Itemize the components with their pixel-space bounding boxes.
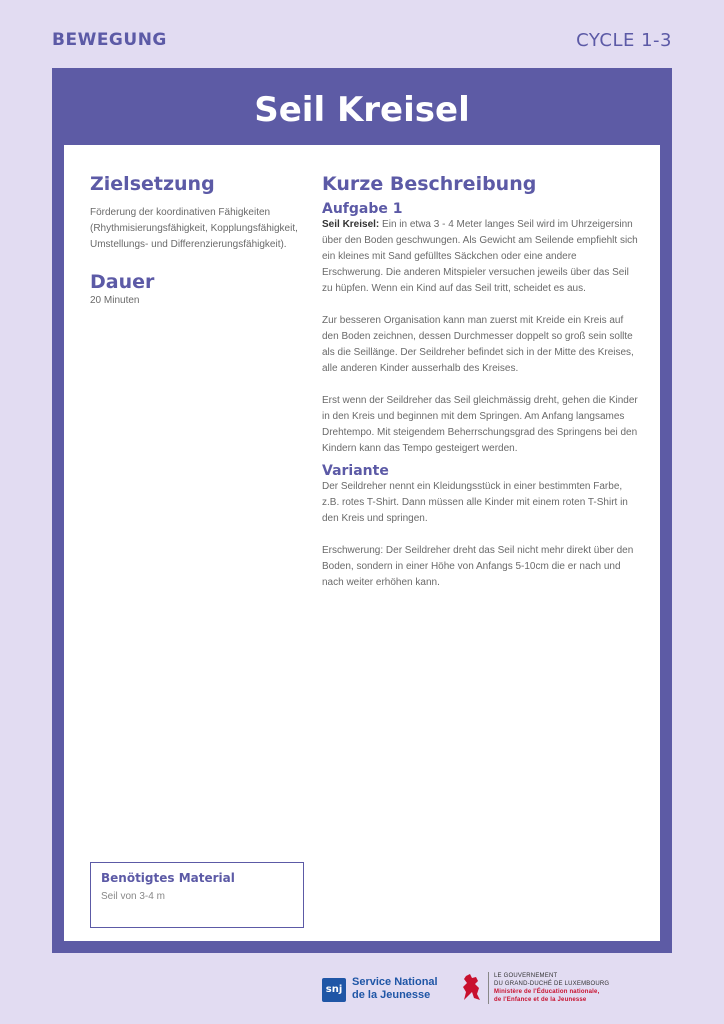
variant-heading: Variante (322, 463, 389, 479)
gov-line-2: DU GRAND-DUCHÉ DE LUXEMBOURG (494, 981, 610, 987)
variant-paragraph-1: Der Seildreher nennt ein Kleidungsstück in einer bestimmten Farbe, z.B. rotes T-Shirt. Dann müssen alle Kinder mit einem roten T-Shirt in den Kreis und springen. (322, 481, 628, 524)
task-paragraph-2: Zur besseren Organisation kann man zuerst mit Kreide ein Kreis auf den Boden zeichnen, dessen Durchmesser doppelt so groß sein sollte als die Seillänge. Der Seildreher befindet sich in der Mitte des Kreises, alle anderen Kinder ausserhalb des Kreises. (322, 315, 634, 374)
snj-name-line2: de la Jeunesse (352, 989, 431, 1001)
task-lead: Seil Kreisel: (322, 219, 380, 230)
duration-value: 20 Minuten (90, 295, 140, 306)
goal-text: Förderung der koordinativen Fähigkeiten (Rhythmisierungsfähigkeit, Kopplungsfähigkeit, Umstellungs- und Differenzierungsfähigkeit). (90, 207, 298, 250)
duration-heading: Dauer (90, 271, 155, 293)
gov-line-1: LE GOUVERNEMENT (494, 973, 558, 979)
left-column (90, 173, 300, 309)
government-text (494, 972, 609, 1004)
task-paragraph-3: Erst wenn der Seildreher das Seil gleichmässig dreht, gehen die Kinder in den Kreis und beginnen mit dem Springen. Am Anfang langsames Drehtempo. Mit steigendem Beherrschungsgrad des Springens bei den Kindern kann das Tempo gesteigert werden. (322, 395, 638, 454)
snj-logo-block (322, 976, 452, 1008)
category-label: BEWEGUNG (52, 30, 167, 50)
content-panel (64, 145, 660, 941)
cycle-label: CYCLE 1-3 (576, 30, 672, 51)
footer (322, 970, 682, 1010)
goal-heading: Zielsetzung (90, 173, 215, 195)
right-column (322, 173, 640, 591)
activity-card (52, 68, 672, 953)
task-text: Ein in etwa 3 - 4 Meter langes Seil wird im Uhrzeigersinn über den Boden geschwungen. Als Gewicht am Seilende empfiehlt sich ein kleines mit Sand gefülltes Säckchen oder eine andere Erschwerung. Die anderen Mitspieler versuchen jeweils über das Seil zu hüpfen. Wenn ein Kind auf das Seil tritt, scheidet es aus. (322, 219, 638, 294)
material-box (90, 862, 304, 928)
snj-name (352, 976, 438, 1002)
task-heading: Aufgabe 1 (322, 201, 403, 217)
snj-logo-icon: snj (322, 978, 346, 1002)
material-heading: Benötigtes Material (101, 871, 235, 885)
variant-paragraph-2: Erschwerung: Der Seildreher dreht das Seil nicht mehr direkt über den Boden, sondern in einer Höhe von Anfangs 5-10cm die er nach und nach weiter erhöhen kann. (322, 545, 634, 588)
footer-divider (488, 972, 489, 1004)
lion-emblem-icon (460, 972, 484, 1002)
gov-line-3: Ministère de l'Éducation nationale, (494, 989, 600, 995)
material-item: Seil von 3-4 m (101, 891, 165, 902)
snj-name-line1: Service National (352, 976, 438, 988)
gov-line-4: de l'Enfance et de la Jeunesse (494, 997, 587, 1003)
description-heading: Kurze Beschreibung (322, 173, 537, 195)
page-title: Seil Kreisel (254, 90, 470, 130)
task-paragraph-1 (322, 217, 640, 297)
